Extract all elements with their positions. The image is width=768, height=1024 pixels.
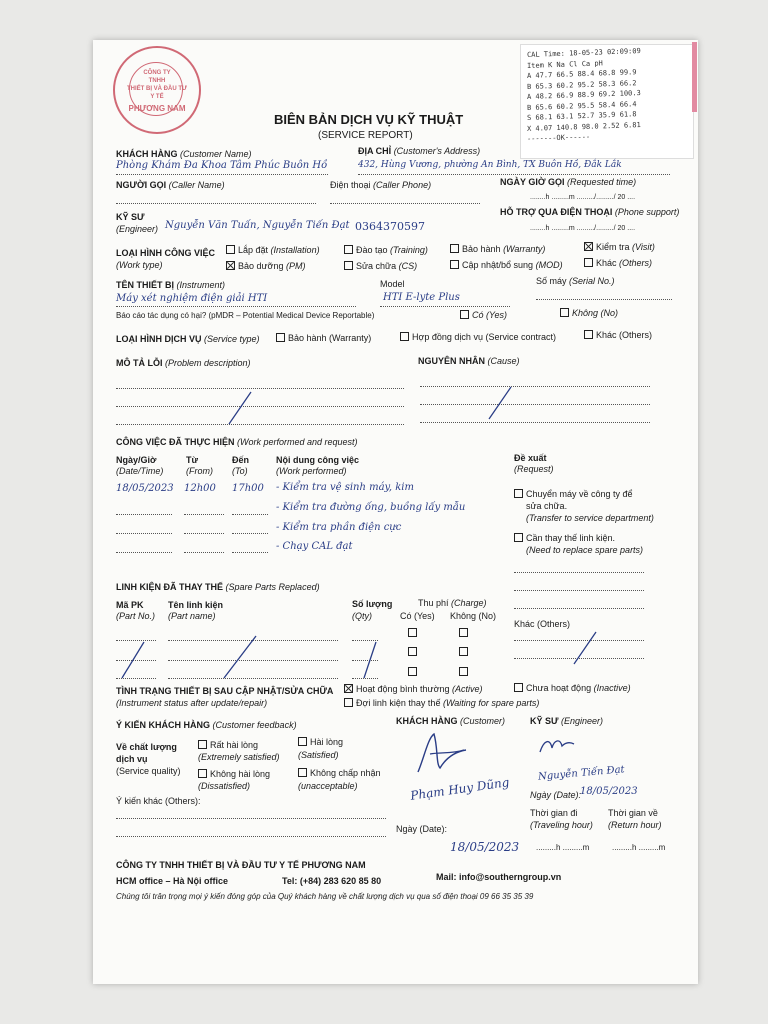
- pmdr-no[interactable]: Không (No): [560, 308, 618, 318]
- footer-note: Chúng tôi trân trọng mọi ý kiến đóng góp của Quý khách hàng về chất lượng dịch vụ qua số điện thoại 09 66 35 35 39: [116, 892, 534, 901]
- others-strike: [570, 630, 600, 666]
- status-inactive[interactable]: Chưa hoạt động (Inactive): [514, 683, 631, 693]
- company-stamp: CÔNG TY TNHH THIẾT BỊ VÀ ĐẦU TƯ Y TẾ PHƯƠNG NAM: [113, 46, 201, 134]
- task-4: - Chạy CAL đạt: [276, 541, 353, 552]
- task-3: - Kiểm tra phần điện cực: [276, 522, 402, 533]
- cause-strike: [485, 385, 515, 421]
- receipt-line: CAL Time: 18-05-23 02:09:09: [526, 47, 641, 59]
- customer-sign-date: 18/05/2023: [450, 840, 520, 854]
- receipt-line: A 47.7 66.5 88.4 68.8 99.9: [526, 68, 637, 80]
- engineer-signature: [536, 734, 576, 758]
- feedback-satisfied[interactable]: Hài lòng: [298, 737, 343, 747]
- req-transfer[interactable]: Chuyển máy về công ty để: [514, 489, 633, 499]
- receipt-line: Item K Na Cl Ca pH: [526, 58, 603, 70]
- worktype-others[interactable]: Khác (Others): [584, 258, 652, 268]
- customer-name-signed: Phạm Huy Dũng: [409, 775, 511, 803]
- customer-signature: [410, 728, 470, 778]
- receipt-line: X 4.07 140.8 98.0 2.52 6.81: [526, 120, 641, 133]
- report-subtitle: (SERVICE REPORT): [318, 130, 413, 141]
- worktype-warranty[interactable]: Bảo hành (Warranty): [450, 244, 545, 254]
- work-from-value: 12h00: [184, 483, 216, 494]
- instrument-name-value: Máy xét nghiệm điện giải HTI: [116, 293, 268, 304]
- feedback-dissatisfied[interactable]: Không hài lòng: [198, 769, 270, 779]
- work-to-value: 17h00: [232, 483, 264, 494]
- calibration-receipt: [520, 44, 694, 159]
- service-warranty[interactable]: Bảo hành (Warranty): [276, 333, 371, 343]
- problem-strike: [225, 390, 255, 426]
- receipt-line: B 65.6 60.2 95.5 58.4 66.4: [526, 99, 637, 112]
- parts-strike-3: [360, 640, 380, 680]
- model-value: HTI E-lyte Plus: [383, 292, 460, 303]
- receipt-line: S 68.1 63.1 52.7 35.9 61.8: [526, 110, 637, 122]
- customer-name-value: Phòng Khám Đa Khoa Tâm Phúc Buôn Hồ: [116, 160, 328, 171]
- worktype-cs[interactable]: Sửa chữa (CS): [344, 261, 417, 271]
- pmdr-yes[interactable]: Có (Yes): [460, 310, 507, 320]
- req-replace-parts[interactable]: Cần thay thế linh kiện.: [514, 533, 615, 543]
- parts-strike-2: [220, 634, 260, 680]
- engineer-phone-value: 0364370597: [355, 220, 425, 233]
- worktype-installation[interactable]: Lắp đặt (Installation): [226, 245, 320, 255]
- work-date-value: 18/05/2023: [116, 483, 174, 494]
- status-waiting[interactable]: Đợi linh kiện thay thế (Waiting for spare parts): [344, 698, 539, 708]
- worktype-mod[interactable]: Cập nhật/bổ sung (MOD): [450, 260, 563, 270]
- status-active[interactable]: Hoạt động bình thường (Active): [344, 684, 483, 694]
- engineer-name-signed: Nguyễn Tiến Đạt: [537, 764, 626, 783]
- feedback-extremely-satisfied[interactable]: Rất hài lòng: [198, 740, 258, 750]
- worktype-training[interactable]: Đào tạo (Training): [344, 245, 428, 255]
- service-contract[interactable]: Hợp đồng dịch vụ (Service contract): [400, 332, 556, 342]
- receipt-line: A 48.2 66.9 88.9 69.2 100.3: [526, 89, 641, 101]
- engineer-sign-date: 18/05/2023: [580, 786, 638, 797]
- worktype-pm[interactable]: Bảo dưỡng (PM): [226, 261, 305, 271]
- feedback-unacceptable[interactable]: Không chấp nhận: [298, 768, 381, 778]
- receipt-line: -------OK------: [526, 132, 591, 143]
- service-others[interactable]: Khác (Others): [584, 330, 652, 340]
- task-1: - Kiểm tra vệ sinh máy, kim: [276, 482, 414, 493]
- receipt-edge: [692, 42, 697, 112]
- engineer-name-value: Nguyễn Văn Tuấn, Nguyễn Tiến Đạt: [165, 220, 350, 231]
- report-title: BIÊN BẢN DỊCH VỤ KỸ THUẬT: [274, 112, 464, 127]
- receipt-line: B 65.3 60.2 95.2 58.3 66.2: [526, 78, 637, 91]
- footer-company: CÔNG TY TNHH THIẾT BỊ VÀ ĐẦU TƯ Y TẾ PHƯƠNG NAM: [116, 860, 366, 870]
- parts-strike-1: [118, 640, 148, 680]
- worktype-visit[interactable]: Kiểm tra (Visit): [584, 242, 655, 252]
- task-2: - Kiểm tra đường ống, buồng lấy mẫu: [276, 502, 466, 513]
- customer-address-value: 432, Hùng Vương, phường An Bình, TX Buôn Hồ, Đắk Lắk: [358, 160, 622, 170]
